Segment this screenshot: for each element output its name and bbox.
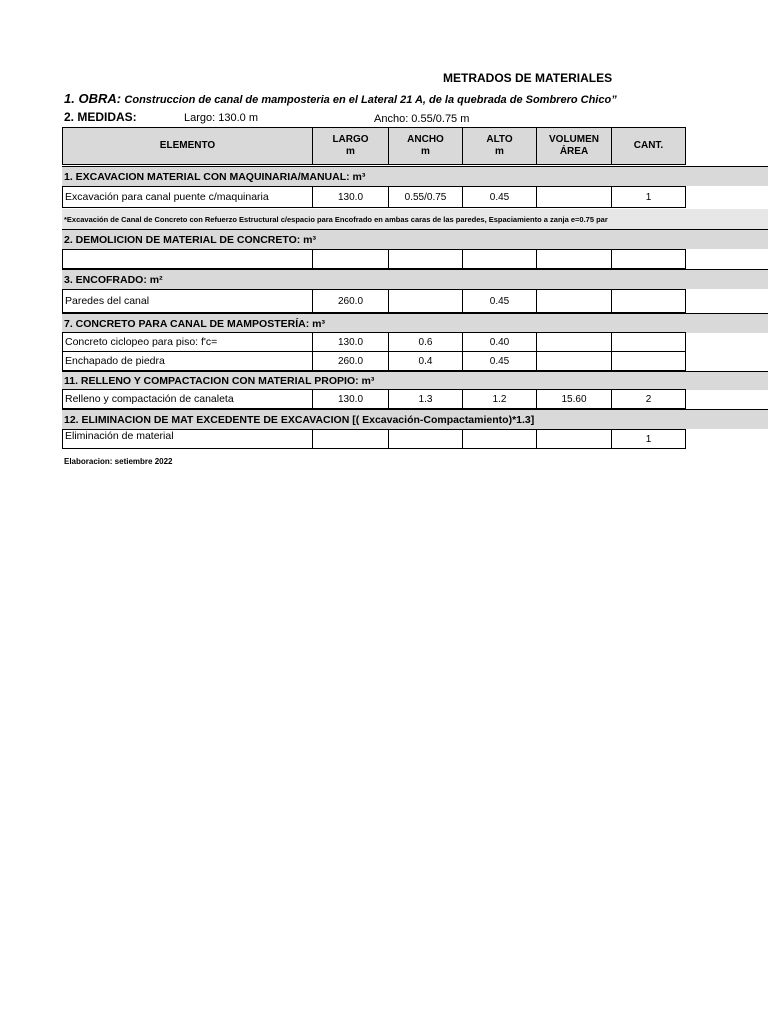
col-header-volumen: VOLUMEN ÁREA: [536, 127, 612, 165]
section-1-header: 1. EXCAVACION MATERIAL CON MAQUINARIA/MANUAL: m³: [62, 166, 768, 186]
section-11-header: 11. RELLENO Y COMPACTACION CON MATERIAL PROPIO: m³: [62, 371, 768, 390]
obra-label: 1. OBRA:: [64, 91, 122, 106]
obra-text: Construccion de canal de mamposteria en el Lateral 21 A, de la quebrada de Sombrero Chico”: [124, 94, 617, 106]
section-3-header: 3. ENCOFRADO: m²: [62, 269, 768, 289]
medidas-label: 2. MEDIDAS:: [64, 110, 137, 124]
obra-line: [64, 91, 617, 106]
ancho-value: Ancho: 0.55/0.75 m: [374, 113, 470, 125]
document-title: METRADOS DE MATERIALES: [443, 71, 613, 85]
col-header-elemento: ELEMENTO: [62, 127, 313, 165]
col-header-cant: CANT.: [611, 127, 686, 165]
col-header-alto: ALTO m: [462, 127, 537, 165]
col-header-ancho: ANCHO m: [388, 127, 463, 165]
section-12-header: 12. ELIMINACION DE MAT EXCEDENTE DE EXCAVACION [( Excavación-Compactamiento)*1.3]: [62, 409, 768, 429]
largo-value: Largo: 130.0 m: [184, 112, 258, 124]
col-header-largo: LARGO m: [312, 127, 389, 165]
note-band-extension: [686, 209, 768, 229]
section-7-header: 7. CONCRETO PARA CANAL DE MAMPOSTERÍA: m³: [62, 313, 768, 333]
excavation-note: *Excavación de Canal de Concreto con Refuerzo Estructural c/espacio para Encofrado en ambas caras de las paredes, Espaciamiento a zanja e=0.75 par: [62, 209, 686, 229]
section-2-header: 2. DEMOLICION DE MATERIAL DE CONCRETO: m³: [62, 229, 768, 249]
elaboration-date: Elaboracion: setiembre 2022: [64, 457, 173, 466]
